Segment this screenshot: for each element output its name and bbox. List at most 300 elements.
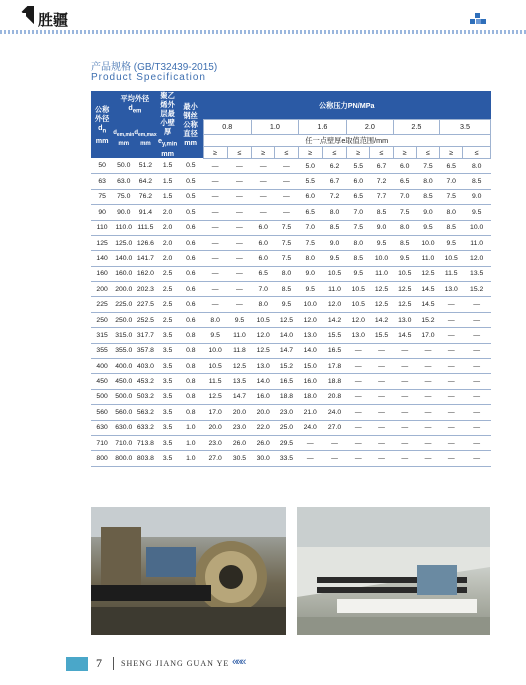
table-cell: 450.0 — [113, 374, 134, 389]
table-cell: 160 — [91, 266, 113, 281]
footer-divider — [113, 657, 114, 670]
table-cell: — — [347, 405, 370, 420]
table-cell: 7.5 — [298, 235, 322, 250]
table-cell: 355.0 — [113, 343, 134, 358]
table-cell: 140 — [91, 251, 113, 266]
page-header — [0, 0, 526, 38]
table-cell: 10.0 — [298, 297, 322, 312]
table-cell: 9.0 — [416, 205, 439, 220]
table-cell: — — [252, 158, 275, 173]
table-cell: — — [252, 174, 275, 189]
table-row — [91, 435, 491, 450]
table-cell: — — [440, 374, 463, 389]
table-cell: 8.0 — [298, 251, 322, 266]
table-cell: 252.5 — [134, 312, 156, 327]
table-cell: 110.0 — [113, 220, 134, 235]
header-stripe — [0, 30, 526, 34]
table-cell: 8.0 — [416, 174, 439, 189]
table-cell: 29.5 — [275, 435, 298, 450]
table-cell: 141.7 — [134, 251, 156, 266]
table-cell: 0.6 — [179, 282, 203, 297]
table-cell: — — [416, 420, 439, 435]
table-cell: 8.0 — [347, 235, 370, 250]
table-cell: 12.0 — [322, 297, 346, 312]
table-cell: — — [370, 435, 393, 450]
table-cell: 1.0 — [179, 451, 203, 466]
table-cell: 75.0 — [113, 189, 134, 204]
table-cell: — — [347, 435, 370, 450]
table-cell: 12.0 — [298, 312, 322, 327]
table-cell: — — [393, 405, 416, 420]
table-cell: 803.8 — [134, 451, 156, 466]
table-cell: 6.2 — [322, 158, 346, 173]
table-cell: 5.0 — [298, 158, 322, 173]
table-cell: — — [275, 189, 298, 204]
table-cell: — — [370, 374, 393, 389]
table-cell: — — [203, 189, 227, 204]
table-cell: 7.5 — [275, 251, 298, 266]
pressure-label: 1.6 — [298, 120, 347, 135]
table-cell: 10.0 — [203, 343, 227, 358]
table-cell: — — [203, 220, 227, 235]
table-cell: 503.2 — [134, 389, 156, 404]
table-cell: 23.0 — [275, 405, 298, 420]
table-cell: 202.3 — [134, 282, 156, 297]
table-cell: 11.0 — [227, 328, 251, 343]
table-cell: 560.0 — [113, 405, 134, 420]
table-cell: — — [227, 297, 251, 312]
table-cell: — — [440, 343, 463, 358]
table-cell: 0.5 — [179, 205, 203, 220]
table-cell: 0.8 — [179, 328, 203, 343]
table-cell: 0.8 — [179, 389, 203, 404]
table-cell: 3.5 — [157, 405, 179, 420]
table-cell: 3.5 — [157, 374, 179, 389]
table-cell: 0.8 — [179, 374, 203, 389]
table-cell: 7.0 — [347, 205, 370, 220]
inequality-symbol: ≥ — [440, 146, 463, 158]
table-cell: — — [203, 174, 227, 189]
table-cell: 9.5 — [370, 235, 393, 250]
table-cell: — — [370, 343, 393, 358]
table-cell: 8.5 — [463, 174, 491, 189]
table-cell: 400.0 — [113, 359, 134, 374]
table-cell: 3.5 — [157, 389, 179, 404]
table-row — [91, 266, 491, 281]
col-dem-min: $d_{em,min}$ mm — [113, 120, 134, 159]
table-cell: 7.5 — [440, 189, 463, 204]
table-cell: 13.5 — [463, 266, 491, 281]
table-cell: 8.0 — [463, 158, 491, 173]
table-cell: — — [347, 359, 370, 374]
table-cell: 9.5 — [440, 235, 463, 250]
table-cell: 250 — [91, 312, 113, 327]
table-cell: — — [298, 451, 322, 466]
table-cell: 50 — [91, 158, 113, 173]
table-row — [91, 205, 491, 220]
factory-photo-right — [297, 507, 490, 635]
spec-table — [91, 91, 491, 467]
table-cell: 357.8 — [134, 343, 156, 358]
table-cell: — — [393, 343, 416, 358]
table-cell: 12.0 — [463, 251, 491, 266]
table-cell: 25.0 — [275, 420, 298, 435]
table-cell: 27.0 — [322, 420, 346, 435]
table-cell: — — [347, 451, 370, 466]
table-cell: 9.5 — [227, 312, 251, 327]
table-cell: 3.5 — [157, 359, 179, 374]
table-cell: 710 — [91, 435, 113, 450]
table-cell: 630 — [91, 420, 113, 435]
table-cell: 0.8 — [179, 343, 203, 358]
table-cell: 560 — [91, 405, 113, 420]
table-cell: 8.0 — [203, 312, 227, 327]
table-row — [91, 174, 491, 189]
table-row — [91, 312, 491, 327]
table-cell: 563.2 — [134, 405, 156, 420]
table-cell: 22.0 — [252, 420, 275, 435]
table-cell: 7.0 — [298, 220, 322, 235]
table-cell: 9.0 — [298, 266, 322, 281]
table-cell: 3.5 — [157, 343, 179, 358]
table-cell: — — [416, 374, 439, 389]
table-cell: 2.0 — [157, 220, 179, 235]
table-cell: 1.0 — [179, 435, 203, 450]
table-cell: 315.0 — [113, 328, 134, 343]
table-cell: 5.5 — [347, 158, 370, 173]
table-cell: 10.0 — [463, 220, 491, 235]
table-cell: 400 — [91, 359, 113, 374]
table-cell: — — [416, 343, 439, 358]
table-cell: 2.0 — [157, 235, 179, 250]
inequality-symbol: ≥ — [298, 146, 322, 158]
table-cell: — — [227, 235, 251, 250]
table-cell: 6.7 — [370, 158, 393, 173]
table-cell: 6.5 — [440, 158, 463, 173]
table-cell: 7.5 — [393, 205, 416, 220]
table-cell: 6.0 — [298, 189, 322, 204]
table-cell: — — [347, 343, 370, 358]
table-cell: 26.0 — [252, 435, 275, 450]
pressure-label: 2.5 — [393, 120, 439, 135]
table-cell: 11.5 — [440, 266, 463, 281]
table-cell: 6.7 — [322, 174, 346, 189]
table-cell: 0.6 — [179, 235, 203, 250]
table-cell: 13.0 — [393, 312, 416, 327]
table-cell: — — [463, 451, 491, 466]
table-cell: 11.0 — [463, 235, 491, 250]
table-cell: 3.5 — [157, 435, 179, 450]
table-cell: 7.5 — [347, 220, 370, 235]
table-cell: 710.0 — [113, 435, 134, 450]
table-cell: 17.8 — [322, 359, 346, 374]
table-cell: 8.5 — [393, 235, 416, 250]
table-cell: 2.5 — [157, 266, 179, 281]
table-cell: — — [463, 297, 491, 312]
footer-arrows-icon: ««« — [232, 656, 245, 668]
table-cell: 14.0 — [252, 374, 275, 389]
table-cell: — — [440, 328, 463, 343]
table-cell: 200.0 — [113, 282, 134, 297]
table-cell: — — [252, 189, 275, 204]
decorative-blocks-icon — [470, 13, 486, 29]
table-cell: 21.0 — [298, 405, 322, 420]
table-cell: 500 — [91, 389, 113, 404]
table-cell: 13.0 — [347, 328, 370, 343]
table-cell: — — [416, 435, 439, 450]
table-cell: — — [203, 251, 227, 266]
table-cell: 250.0 — [113, 312, 134, 327]
table-cell: 10.5 — [440, 251, 463, 266]
table-cell: 800 — [91, 451, 113, 466]
table-cell: 225 — [91, 297, 113, 312]
inequality-symbol: ≥ — [393, 146, 416, 158]
table-cell: 12.0 — [347, 312, 370, 327]
table-cell: — — [298, 435, 322, 450]
table-cell: — — [440, 405, 463, 420]
factory-photo-left — [91, 507, 286, 635]
table-cell: — — [252, 205, 275, 220]
table-cell: 403.0 — [134, 359, 156, 374]
table-cell: 6.0 — [393, 158, 416, 173]
table-row — [91, 220, 491, 235]
table-cell: 8.5 — [275, 282, 298, 297]
table-cell: 91.4 — [134, 205, 156, 220]
table-cell: 7.5 — [275, 235, 298, 250]
wall-thickness-range-label: 任一点壁厚e取值范围/mm — [203, 134, 491, 146]
table-cell: 633.2 — [134, 420, 156, 435]
table-cell: 6.0 — [347, 174, 370, 189]
table-cell: 3.5 — [157, 328, 179, 343]
table-cell: 9.5 — [203, 328, 227, 343]
table-cell: — — [227, 189, 251, 204]
table-cell: 12.5 — [275, 312, 298, 327]
table-cell: 7.5 — [275, 220, 298, 235]
table-cell: 5.5 — [298, 174, 322, 189]
table-cell: — — [370, 359, 393, 374]
table-cell: 12.5 — [370, 282, 393, 297]
table-cell: 1.5 — [157, 174, 179, 189]
table-cell: — — [463, 343, 491, 358]
table-cell: 1.5 — [157, 158, 179, 173]
table-cell: 110 — [91, 220, 113, 235]
table-cell: — — [463, 374, 491, 389]
table-cell: — — [203, 266, 227, 281]
inequality-symbol: ≤ — [322, 146, 346, 158]
table-cell: 16.0 — [298, 374, 322, 389]
table-cell: 8.0 — [275, 266, 298, 281]
table-cell: 12.5 — [370, 297, 393, 312]
table-cell: — — [227, 174, 251, 189]
table-cell: 453.2 — [134, 374, 156, 389]
table-cell: 6.5 — [252, 266, 275, 281]
table-cell: 9.5 — [298, 282, 322, 297]
table-cell: 0.5 — [179, 189, 203, 204]
table-cell: 75 — [91, 189, 113, 204]
table-cell: — — [347, 389, 370, 404]
table-cell: 0.8 — [179, 359, 203, 374]
spec-title-cn: 产品规格 (GB/T32439-2015) — [91, 62, 218, 73]
table-cell: — — [416, 359, 439, 374]
table-cell: 50.0 — [113, 158, 134, 173]
table-cell: 126.6 — [134, 235, 156, 250]
inequality-symbol: ≥ — [203, 146, 227, 158]
table-cell: — — [463, 359, 491, 374]
table-cell: — — [370, 451, 393, 466]
table-cell: 7.2 — [370, 174, 393, 189]
table-cell: 30.0 — [252, 451, 275, 466]
table-cell: 9.0 — [322, 235, 346, 250]
table-cell: 7.0 — [393, 189, 416, 204]
table-cell: — — [347, 420, 370, 435]
table-cell: 8.5 — [440, 220, 463, 235]
table-cell: 33.5 — [275, 451, 298, 466]
table-cell: — — [322, 435, 346, 450]
table-row — [91, 235, 491, 250]
col-nominal-pressure: 公称压力PN/MPa — [203, 91, 491, 120]
table-cell: 200 — [91, 282, 113, 297]
table-cell: — — [416, 451, 439, 466]
inequality-symbol: ≤ — [275, 146, 298, 158]
table-cell: 13.5 — [227, 374, 251, 389]
table-cell: 14.0 — [298, 343, 322, 358]
table-cell: 125 — [91, 235, 113, 250]
table-cell: 8.5 — [370, 205, 393, 220]
table-cell: 20.0 — [227, 405, 251, 420]
col-nominal-od: 公称 外径 $d_n$ mm — [91, 91, 113, 158]
col-steel-wire-dia: 最小 钢丝 公称 直径 mm — [179, 91, 203, 158]
table-cell: — — [203, 282, 227, 297]
table-cell: 15.5 — [370, 328, 393, 343]
table-cell: 16.5 — [322, 343, 346, 358]
table-cell: 24.0 — [298, 420, 322, 435]
table-cell: — — [393, 451, 416, 466]
table-cell: 20.0 — [203, 420, 227, 435]
table-cell: 14.2 — [370, 312, 393, 327]
table-cell: 7.5 — [416, 158, 439, 173]
inequality-symbol: ≥ — [347, 146, 370, 158]
table-cell: 12.5 — [203, 389, 227, 404]
table-cell: 10.5 — [252, 312, 275, 327]
table-cell: 0.6 — [179, 266, 203, 281]
table-cell: 9.5 — [347, 266, 370, 281]
pipe-hall-illustration — [297, 507, 490, 635]
table-cell: 14.5 — [393, 328, 416, 343]
table-cell: 14.5 — [416, 297, 439, 312]
table-cell: 11.8 — [227, 343, 251, 358]
table-cell: 10.5 — [347, 282, 370, 297]
table-cell: — — [463, 312, 491, 327]
pressure-label: 2.0 — [347, 120, 393, 135]
table-cell: 8.5 — [322, 220, 346, 235]
table-cell: 8.5 — [347, 251, 370, 266]
table-cell: 27.0 — [203, 451, 227, 466]
table-row — [91, 359, 491, 374]
table-cell: 140.0 — [113, 251, 134, 266]
table-row — [91, 189, 491, 204]
table-cell: 26.0 — [227, 435, 251, 450]
table-cell: 9.0 — [370, 220, 393, 235]
table-cell: 10.5 — [347, 297, 370, 312]
table-cell: 17.0 — [203, 405, 227, 420]
table-cell: 8.0 — [252, 297, 275, 312]
table-cell: 6.0 — [252, 235, 275, 250]
table-cell: 18.8 — [275, 389, 298, 404]
pressure-label: 3.5 — [440, 120, 491, 135]
table-cell: 9.5 — [393, 251, 416, 266]
table-cell: 76.2 — [134, 189, 156, 204]
table-cell: 14.5 — [416, 282, 439, 297]
spec-title-en: Product Specification — [91, 72, 206, 83]
table-cell: 317.7 — [134, 328, 156, 343]
pressure-label: 1.0 — [252, 120, 298, 135]
table-cell: 0.6 — [179, 297, 203, 312]
col-dem-max: $d_{em,max}$ mm — [134, 120, 156, 159]
table-cell: 15.0 — [298, 359, 322, 374]
table-cell: 10.5 — [203, 359, 227, 374]
table-cell: 713.8 — [134, 435, 156, 450]
table-cell: 15.2 — [463, 282, 491, 297]
table-row — [91, 282, 491, 297]
table-cell: 500.0 — [113, 389, 134, 404]
table-cell: 16.0 — [252, 389, 275, 404]
table-cell: — — [463, 405, 491, 420]
extrusion-machine-illustration — [91, 507, 286, 635]
table-cell: 11.0 — [416, 251, 439, 266]
table-cell: 20.8 — [322, 389, 346, 404]
table-cell: 12.5 — [252, 343, 275, 358]
table-cell: 800.0 — [113, 451, 134, 466]
table-cell: 6.5 — [347, 189, 370, 204]
table-cell: 14.7 — [227, 389, 251, 404]
footer-company-name: SHENG JIANG GUAN YE — [121, 659, 230, 668]
table-cell: — — [463, 435, 491, 450]
table-cell: — — [440, 359, 463, 374]
table-cell: 125.0 — [113, 235, 134, 250]
table-cell: 225.0 — [113, 297, 134, 312]
table-cell: 12.5 — [416, 266, 439, 281]
table-cell: 355 — [91, 343, 113, 358]
table-cell: 2.0 — [157, 251, 179, 266]
table-cell: 1.0 — [179, 420, 203, 435]
table-cell: 7.2 — [322, 189, 346, 204]
table-cell: 11.0 — [322, 282, 346, 297]
table-cell: 9.5 — [463, 205, 491, 220]
table-cell: 8.0 — [393, 220, 416, 235]
pressure-label: 0.8 — [203, 120, 252, 135]
table-cell: 9.0 — [463, 189, 491, 204]
table-cell: — — [440, 420, 463, 435]
table-cell: 6.0 — [252, 220, 275, 235]
table-cell: — — [370, 405, 393, 420]
table-cell: — — [440, 297, 463, 312]
table-cell: 24.0 — [322, 405, 346, 420]
table-cell: — — [227, 205, 251, 220]
table-cell: 23.0 — [203, 435, 227, 450]
table-cell: 8.0 — [322, 205, 346, 220]
table-cell: 14.0 — [275, 328, 298, 343]
table-cell: — — [227, 266, 251, 281]
table-cell: 6.0 — [252, 251, 275, 266]
page-number: 7 — [96, 656, 102, 670]
table-cell: 6.5 — [393, 174, 416, 189]
table-cell: — — [227, 251, 251, 266]
table-cell: 63 — [91, 174, 113, 189]
col-mean-od: 平均外径 $d_{em}$ — [113, 91, 156, 120]
table-cell: 7.0 — [440, 174, 463, 189]
table-cell: — — [440, 389, 463, 404]
table-cell: 9.5 — [322, 251, 346, 266]
